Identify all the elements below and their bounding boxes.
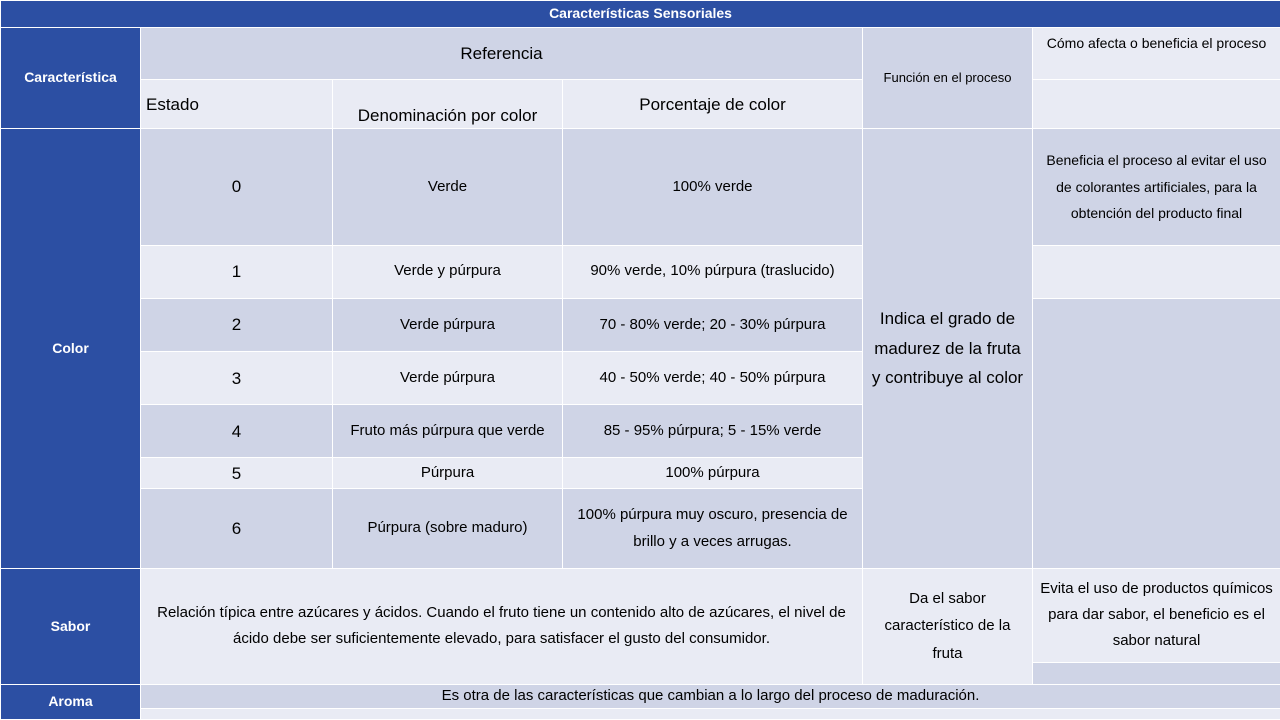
color-funcion: Indica el grado de madurez de la fruta y contribuye al color	[863, 129, 1033, 568]
header-funcion: Función en el proceso	[863, 28, 1033, 129]
table-row	[1, 568, 1280, 662]
estado-cell: 4	[141, 405, 333, 458]
sabor-label: Sabor	[1, 568, 141, 684]
table-title: Características Sensoriales	[1, 1, 1280, 28]
header-blank-cell	[1033, 80, 1280, 129]
header-porcentaje: Porcentaje de color	[563, 80, 863, 129]
porcentaje-cell: 100% verde	[563, 129, 863, 245]
estado-cell: 5	[141, 458, 333, 489]
header-referencia: Referencia	[141, 28, 863, 80]
table-row	[1, 298, 1280, 351]
beneficio-blank-cell	[1033, 298, 1280, 568]
aroma-label: Aroma	[1, 685, 141, 720]
porcentaje-cell: 100% púrpura muy oscuro, presencia de brillo y a veces arrugas.	[563, 489, 863, 568]
denominacion-cell: Verde y púrpura	[333, 245, 563, 298]
denominacion-cell: Verde	[333, 129, 563, 245]
header-estado: Estado	[141, 80, 333, 129]
sabor-funcion: Da el sabor característico de la fruta	[863, 568, 1033, 684]
estado-cell: 1	[141, 245, 333, 298]
color-beneficio: Beneficia el proceso al evitar el uso de colorantes artificiales, para la obtención del producto final	[1033, 129, 1280, 245]
porcentaje-cell: 100% púrpura	[563, 458, 863, 489]
aroma-referencia: Es otra de las características que cambian a lo largo del proceso de maduración.	[141, 685, 1280, 709]
porcentaje-cell: 70 - 80% verde; 20 - 30% púrpura	[563, 298, 863, 351]
beneficio-blank-cell	[1033, 245, 1280, 298]
table-row	[1, 685, 1280, 709]
denominacion-cell: Fruto más púrpura que verde	[333, 405, 563, 458]
header-beneficio: Cómo afecta o beneficia el proceso	[1033, 28, 1280, 80]
sabor-beneficio: Evita el uso de productos químicos para dar sabor, el beneficio es el sabor natural	[1033, 568, 1280, 662]
table-row	[1, 129, 1280, 245]
denominacion-cell: Verde púrpura	[333, 352, 563, 405]
sabor-beneficio-blank-cell	[1033, 662, 1280, 684]
porcentaje-cell: 85 - 95% púrpura; 5 - 15% verde	[563, 405, 863, 458]
denominacion-cell: Púrpura (sobre maduro)	[333, 489, 563, 568]
estado-cell: 6	[141, 489, 333, 568]
porcentaje-cell: 90% verde, 10% púrpura (traslucido)	[563, 245, 863, 298]
estado-cell: 2	[141, 298, 333, 351]
header-denominacion: Denominación por color	[333, 80, 563, 129]
porcentaje-cell: 40 - 50% verde; 40 - 50% púrpura	[563, 352, 863, 405]
estado-cell: 0	[141, 129, 333, 245]
color-label: Color	[1, 129, 141, 568]
header-caracteristica: Característica	[1, 28, 141, 129]
aroma-blank-cell	[141, 708, 1280, 719]
denominacion-cell: Púrpura	[333, 458, 563, 489]
sabor-referencia: Relación típica entre azúcares y ácidos. Cuando el fruto tiene un contenido alto de azúcares, el nivel de ácido debe ser suficientemente elevado, para satisfacer el gusto del consumidor.	[141, 568, 863, 684]
denominacion-cell: Verde púrpura	[333, 298, 563, 351]
estado-cell: 3	[141, 352, 333, 405]
table-row	[1, 245, 1280, 298]
